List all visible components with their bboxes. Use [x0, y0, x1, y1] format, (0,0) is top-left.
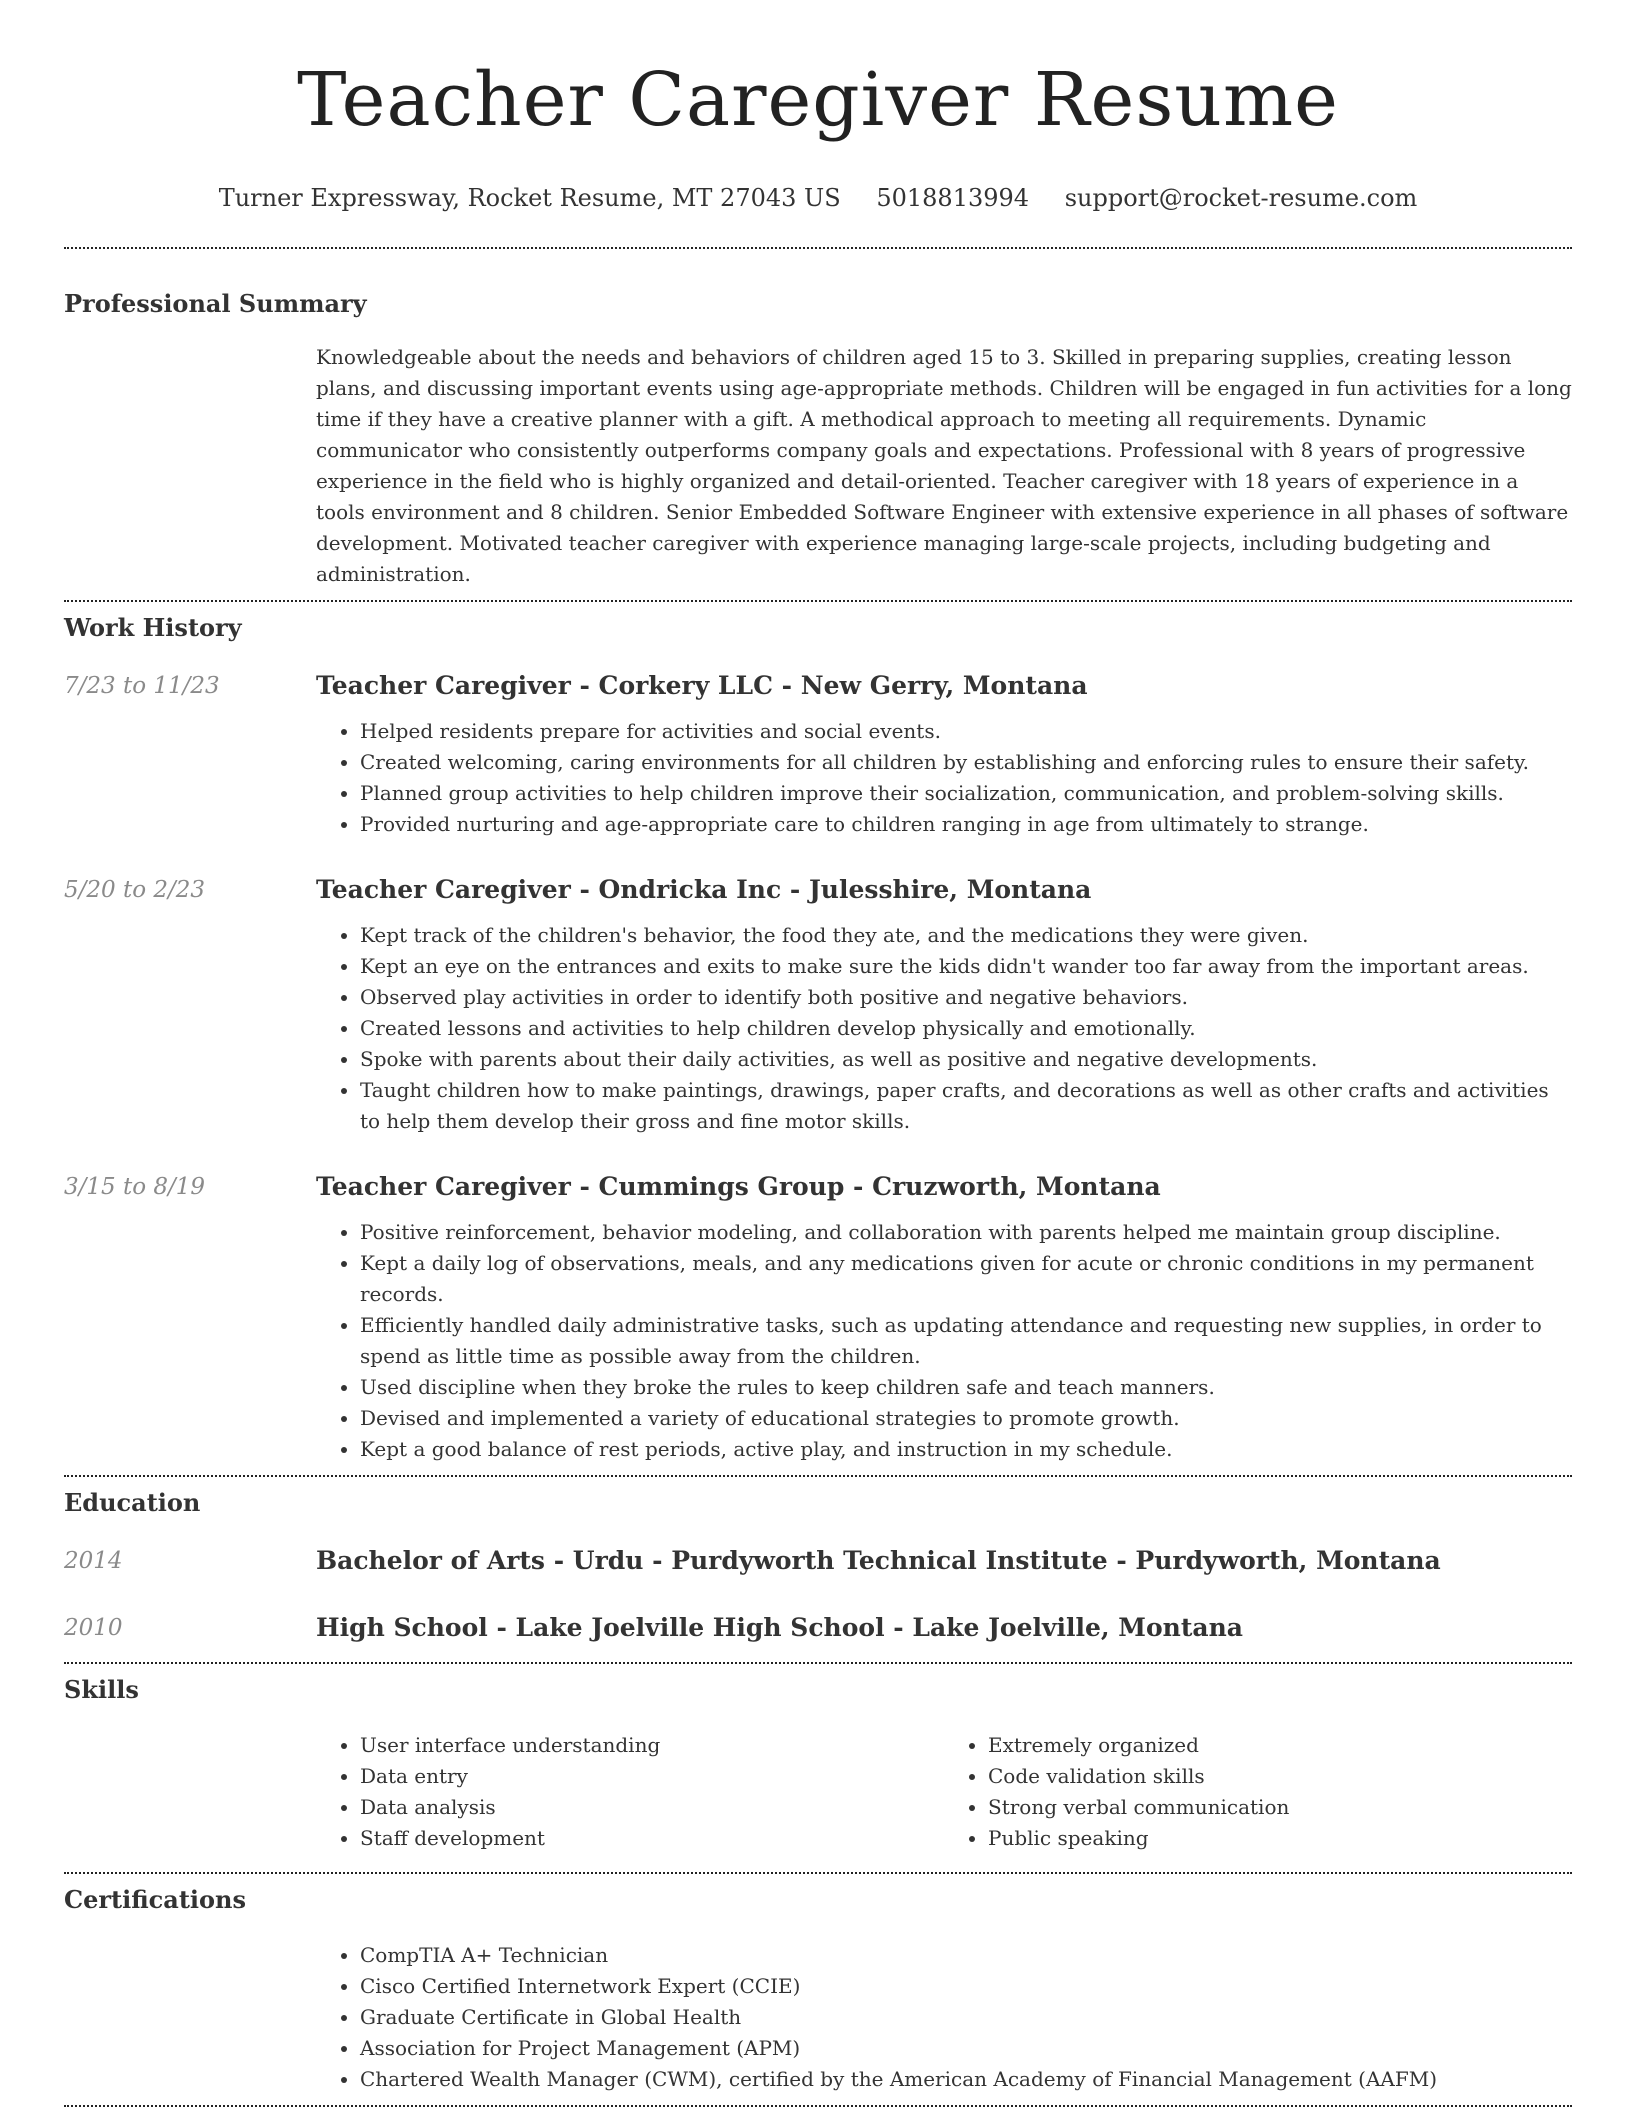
contact-email: support@rocket-resume.com: [1064, 184, 1418, 212]
list-item: • Taught children how to make paintings, drawings, paper crafts, and decorations as well as other crafts and activities to help them develop their gross and fine motor skills.: [360, 1075, 1572, 1137]
summary-section: [64, 249, 1572, 590]
education-year: 2010: [64, 1615, 123, 1641]
list-item: • Created welcoming, caring environments for all children by establishing and enforcing rules to ensure their safety.: [360, 747, 1572, 778]
list-item: • Devised and implemented a variety of educational strategies to promote growth.: [360, 1403, 1572, 1434]
list-item: • Helped residents prepare for activities and social events.: [360, 716, 1572, 747]
job-entry: [64, 874, 1572, 1137]
list-item: • Data analysis: [360, 1792, 944, 1823]
section-heading: Work History: [64, 613, 242, 642]
list-item: • Staff development: [360, 1823, 944, 1854]
job-entry: [64, 1171, 1572, 1465]
education-entry: [64, 1545, 1572, 1577]
list-item: • Spoke with parents about their daily activities, as well as positive and negative developments.: [360, 1044, 1572, 1075]
section-heading: Skills: [64, 1675, 139, 1704]
list-item: • Observed play activities in order to identify both positive and negative behaviors.: [360, 982, 1572, 1013]
list-item: • User interface understanding: [360, 1730, 944, 1761]
list-item: • Kept a good balance of rest periods, active play, and instruction in my schedule.: [360, 1434, 1572, 1465]
list-item: • Kept track of the children's behavior, the food they ate, and the medications they were given.: [360, 920, 1572, 951]
job-date: 7/23 to 11/23: [64, 673, 220, 699]
job-bullets: [316, 1217, 1572, 1465]
list-item: • Kept an eye on the entrances and exits to make sure the kids didn't wander too far away from the important areas.: [360, 951, 1572, 982]
education-year: 2014: [64, 1548, 123, 1574]
list-item: • Created lessons and activities to help children develop physically and emotionally.: [360, 1013, 1572, 1044]
list-item: • Public speaking: [988, 1823, 1572, 1854]
skills-list-right: [944, 1730, 1572, 1854]
list-item: • Graduate Certificate in Global Health: [360, 2002, 1572, 2033]
list-item: • Chartered Wealth Manager (CWM), certified by the American Academy of Financial Management (AAFM): [360, 2064, 1572, 2095]
job-bullets: [316, 920, 1572, 1137]
certifications-section: [64, 1874, 1572, 2095]
list-item: • Planned group activities to help children improve their socialization, communication, and problem-solving skills.: [360, 778, 1572, 809]
skills-grid: [316, 1730, 1572, 1854]
job-title: Teacher Caregiver - Ondricka Inc - Julesshire, Montana: [316, 875, 1092, 904]
education-entry: [64, 1612, 1572, 1644]
section-heading: Certifications: [64, 1885, 247, 1914]
resume-page: [64, 0, 1572, 2107]
education-title: Bachelor of Arts - Urdu - Purdyworth Technical Institute - Purdyworth, Montana: [316, 1546, 1441, 1575]
list-item: • Code validation skills: [988, 1761, 1572, 1792]
job-date: 3/15 to 8/19: [64, 1174, 206, 1200]
list-item: • Positive reinforcement, behavior modeling, and collaboration with parents helped me maintain group discipline.: [360, 1217, 1572, 1248]
resume-title: Teacher Caregiver Resume: [297, 57, 1339, 143]
job-entry: [64, 670, 1572, 840]
list-item: • Association for Project Management (APM): [360, 2033, 1572, 2064]
list-item: • CompTIA A+ Technician: [360, 1940, 1572, 1971]
job-date: 5/20 to 2/23: [64, 877, 206, 903]
job-title: Teacher Caregiver - Corkery LLC - New Gerry, Montana: [316, 671, 1088, 700]
contact-address: Turner Expressway, Rocket Resume, MT 27043 US: [218, 184, 841, 212]
divider: [64, 2105, 1572, 2107]
skills-list-left: [316, 1730, 944, 1854]
job-bullets: [316, 716, 1572, 840]
education-section: [64, 1477, 1572, 1644]
contact-phone: 5018813994: [876, 184, 1030, 212]
list-item: • Used discipline when they broke the rules to keep children safe and teach manners.: [360, 1372, 1572, 1403]
skills-section: [64, 1664, 1572, 1854]
list-item: • Kept a daily log of observations, meals, and any medications given for acute or chronic conditions in my permanent records.: [360, 1248, 1572, 1310]
section-heading: Professional Summary: [64, 289, 367, 318]
education-title: High School - Lake Joelville High School - Lake Joelville, Montana: [316, 1613, 1243, 1642]
certifications-list: [316, 1940, 1572, 2095]
contact-line: [64, 182, 1572, 214]
list-item: • Cisco Certified Internetwork Expert (CCIE): [360, 1971, 1572, 2002]
job-title: Teacher Caregiver - Cummings Group - Cruzworth, Montana: [316, 1172, 1161, 1201]
work-history-section: [64, 602, 1572, 1465]
list-item: • Provided nurturing and age-appropriate care to children ranging in age from ultimately to strange.: [360, 809, 1572, 840]
summary-text: Knowledgeable about the needs and behaviors of children aged 15 to 3. Skilled in preparing supplies, creating lesson plans, and discussing important events using age-appropriate methods. Children will be engaged in fun activities for a long time if they have a creative planner with a gift. A methodical approach to meeting all requirements. Dynamic communicator who consistently outperforms company goals and expectations. Professional with 8 years of progressive experience in the field who is highly organized and detail-oriented. Teacher caregiver with 18 years of experience in a tools environment and 8 children. Senior Embedded Software Engineer with extensive experience in all phases of software development. Motivated teacher caregiver with experience managing large-scale projects, including budgeting and administration.: [316, 345, 1572, 586]
section-heading: Education: [64, 1488, 201, 1517]
list-item: • Extremely organized: [988, 1730, 1572, 1761]
list-item: • Data entry: [360, 1761, 944, 1792]
list-item: • Efficiently handled daily administrative tasks, such as updating attendance and requesting new supplies, in order to spend as little time as possible away from the children.: [360, 1310, 1572, 1372]
list-item: • Strong verbal communication: [988, 1792, 1572, 1823]
